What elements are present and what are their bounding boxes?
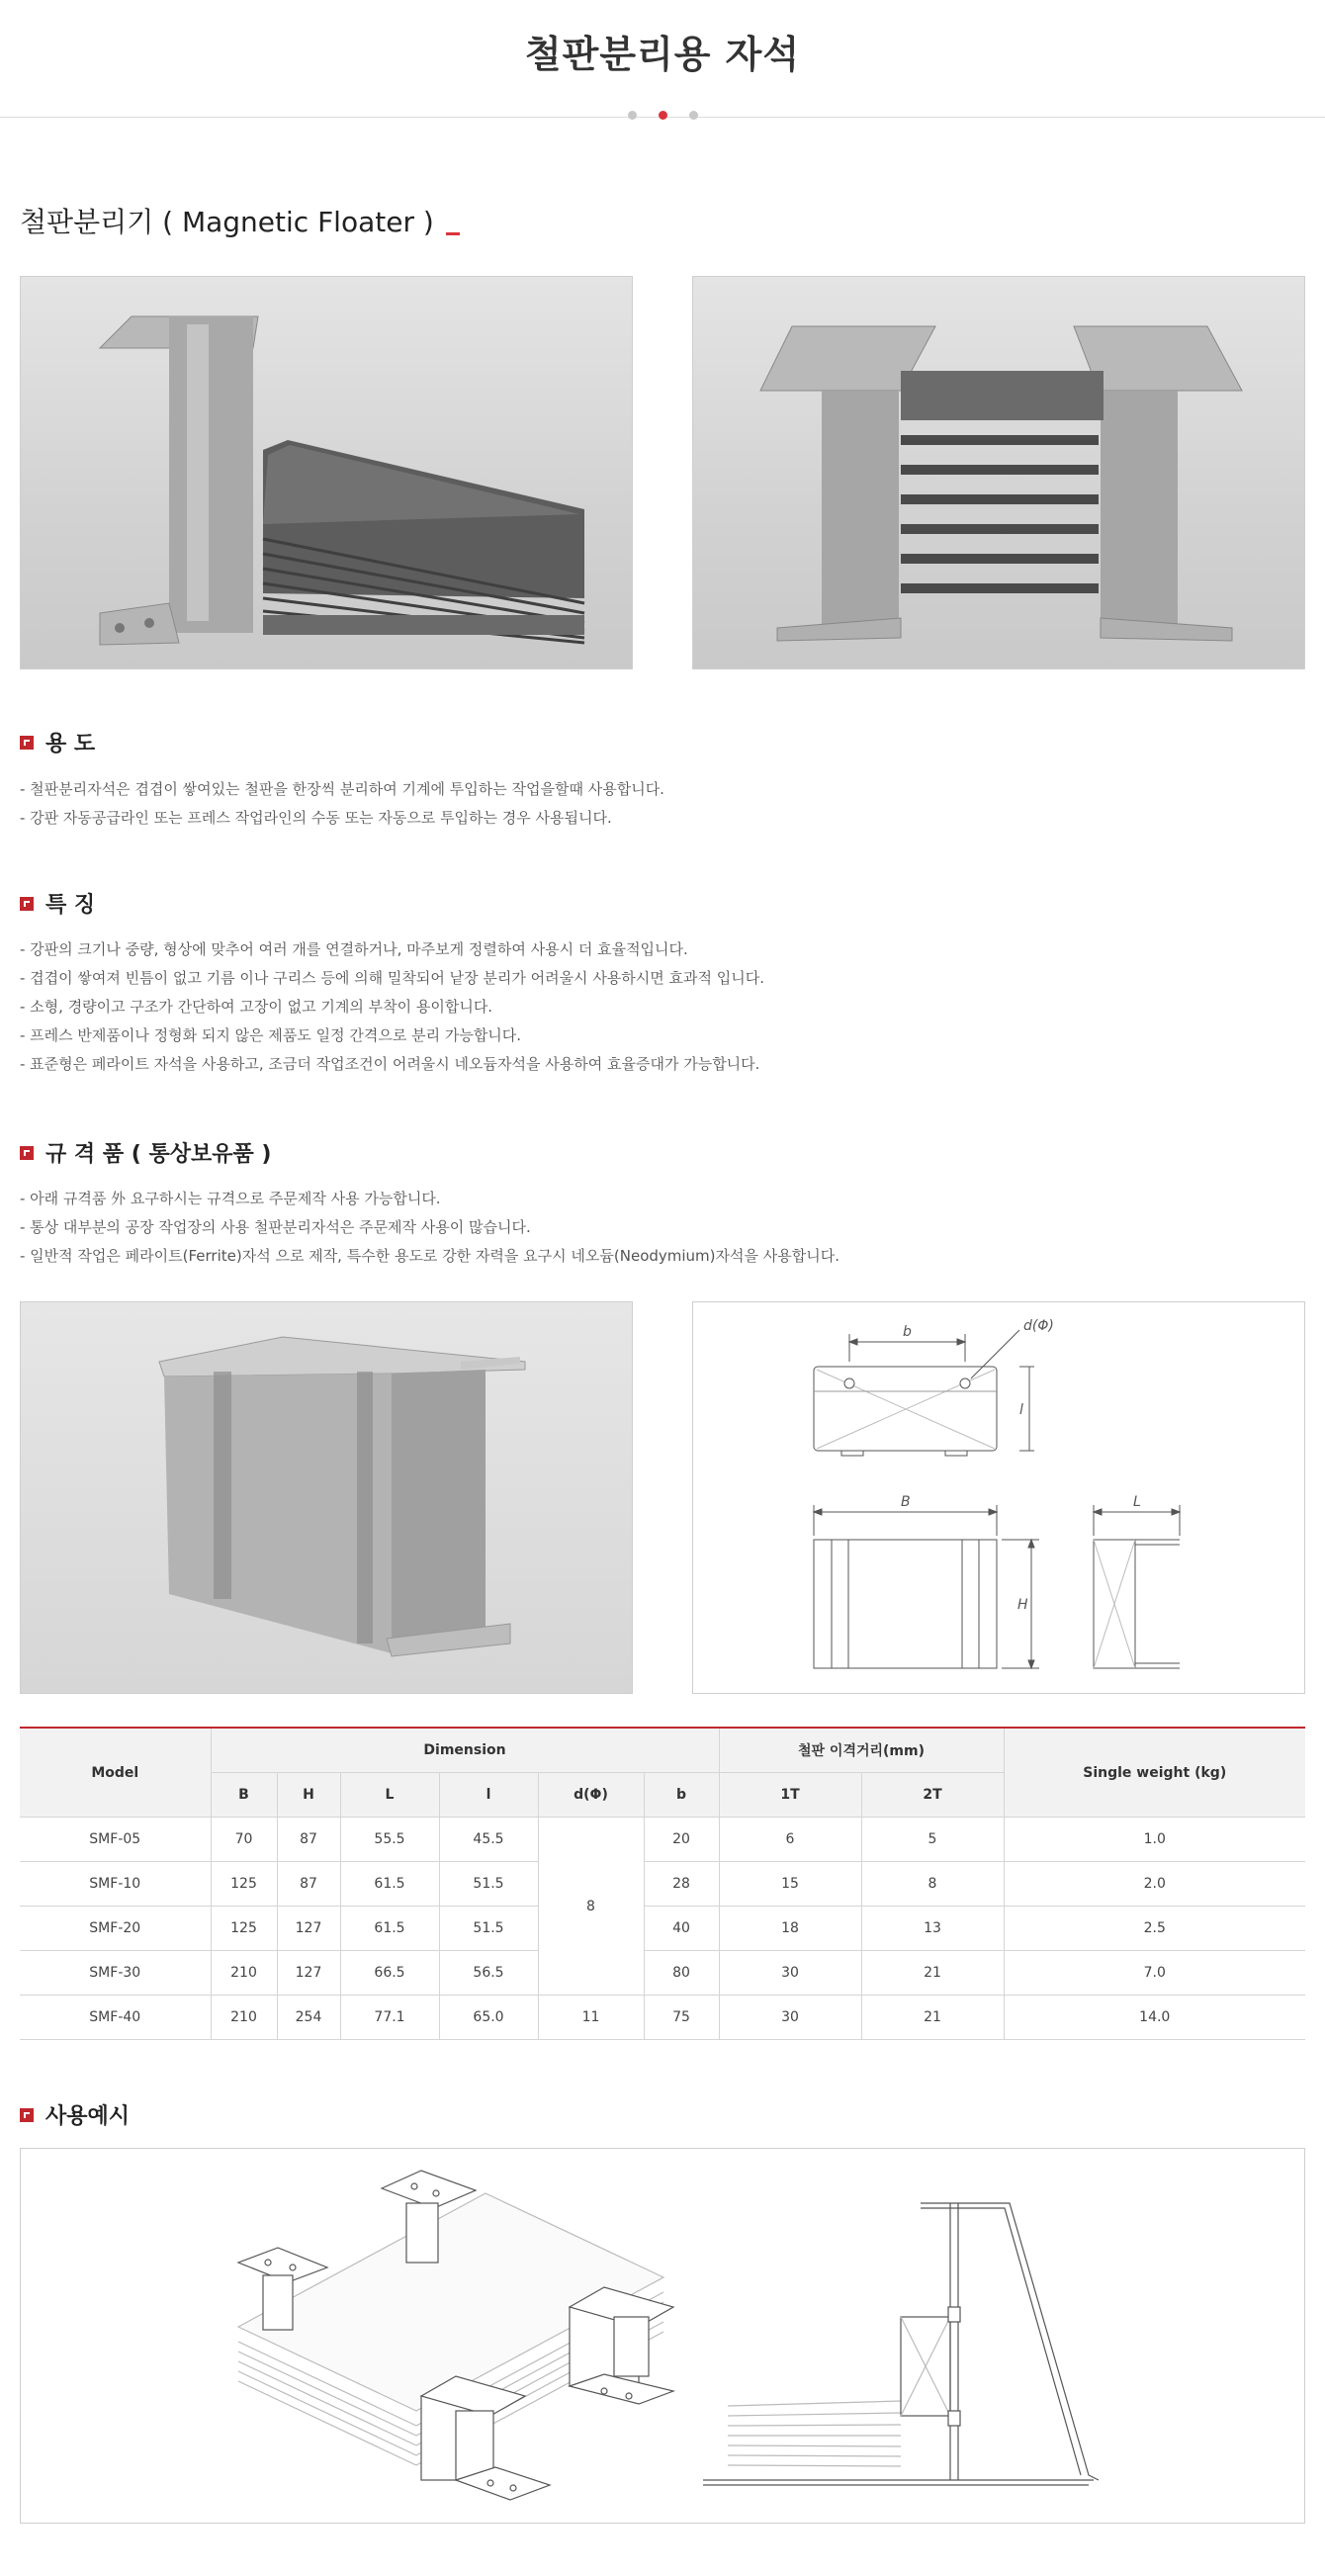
cell-weight: 7.0 (1004, 1951, 1305, 1996)
col-header-dimension: Dimension (211, 1728, 719, 1773)
col-header-gap: 철판 이격거리(mm) (719, 1728, 1004, 1773)
col-header-1t: 1T (719, 1773, 861, 1818)
col-header-l: l (439, 1773, 538, 1818)
product-title (20, 201, 460, 240)
cell-L: 61.5 (340, 1862, 439, 1907)
cell-2t: 21 (861, 1951, 1004, 1996)
title-accent-bar (446, 232, 460, 235)
usage-line: - 철판분리자석은 겹겹이 쌓여있는 철판을 한장씩 분리하여 기계에 투입하는 작업을할때 사용합니다. (20, 780, 664, 798)
cell-1t: 6 (719, 1818, 861, 1862)
standard-line: - 통상 대부분의 공장 작업장의 사용 철판분리자석은 주문제작 사용이 많습니다. (20, 1218, 531, 1236)
cell-2t: 21 (861, 1996, 1004, 2040)
table-row (20, 1951, 1305, 1996)
col-header-weight: Single weight (kg) (1004, 1728, 1305, 1818)
cell-L: 61.5 (340, 1907, 439, 1951)
col-header-b: b (644, 1773, 719, 1818)
cell-weight: 1.0 (1004, 1818, 1305, 1862)
features-list (20, 935, 764, 1079)
cell-H: 87 (277, 1818, 340, 1862)
product-photo-box (20, 1301, 633, 1694)
cell-model: SMF-05 (20, 1818, 211, 1862)
table-row (20, 1996, 1305, 2040)
cell-1t: 30 (719, 1951, 861, 1996)
col-header-2t: 2T (861, 1773, 1004, 1818)
cell-model: SMF-20 (20, 1907, 211, 1951)
section-bullet-icon (20, 736, 34, 750)
standard-list (20, 1185, 839, 1271)
cell-l: 65.0 (439, 1996, 538, 2040)
cell-b: 75 (644, 1996, 719, 2040)
features-heading: 특 징 (45, 893, 96, 918)
cell-H: 87 (277, 1862, 340, 1907)
cell-weight: 2.5 (1004, 1907, 1305, 1951)
cell-weight: 14.0 (1004, 1996, 1305, 2040)
cell-B: 125 (211, 1862, 277, 1907)
cell-b: 40 (644, 1907, 719, 1951)
slide-dot-2[interactable] (659, 111, 667, 120)
product-title-text: 철판분리기 ( Magnetic Floater ) (20, 206, 434, 238)
cell-B: 70 (211, 1818, 277, 1862)
cell-2t: 13 (861, 1907, 1004, 1951)
page-title: 철판분리용 자석 (524, 33, 801, 76)
table-row (20, 1862, 1305, 1907)
features-line: - 강판의 크기나 중량, 형상에 맞추어 여러 개를 연결하거나, 마주보게 정렬하여 사용시 더 효율적입니다. (20, 940, 688, 958)
standard-section-header (20, 1137, 271, 1168)
drawing-label-L: L (1133, 1494, 1141, 1510)
cell-model: SMF-30 (20, 1951, 211, 1996)
features-line: - 겹겹이 쌓여져 빈틈이 없고 기름 이나 구리스 등에 의해 밀착되어 낱장 분리가 어려울시 사용하시면 효과적 입니다. (20, 969, 765, 987)
slide-dots (0, 111, 1325, 120)
cell-model: SMF-40 (20, 1996, 211, 2040)
cell-1t: 15 (719, 1862, 861, 1907)
cell-B: 210 (211, 1951, 277, 1996)
cell-model: SMF-10 (20, 1862, 211, 1907)
col-header-model: Model (20, 1728, 211, 1818)
example-heading: 사용예시 (45, 2104, 131, 2129)
cell-2t: 8 (861, 1862, 1004, 1907)
cell-1t: 30 (719, 1996, 861, 2040)
section-bullet-icon (20, 1146, 34, 1160)
cell-L: 77.1 (340, 1996, 439, 2040)
cell-L: 66.5 (340, 1951, 439, 1996)
col-header-H: H (277, 1773, 340, 1818)
usage-section-header (20, 727, 95, 757)
standard-heading: 규 격 품 ( 통상보유품 ) (45, 1142, 272, 1167)
table-row (20, 1907, 1305, 1951)
usage-example-illustration (20, 2148, 1305, 2524)
features-line: - 표준형은 페라이트 자석을 사용하고, 조금더 작업조건이 어려울시 네오듐자석을 사용하여 효율증대가 가능합니다. (20, 1055, 760, 1073)
col-header-B: B (211, 1773, 277, 1818)
cell-l: 45.5 (439, 1818, 538, 1862)
cell-b: 28 (644, 1862, 719, 1907)
cell-B: 125 (211, 1907, 277, 1951)
section-bullet-icon (20, 2108, 34, 2122)
page-header (0, 0, 1325, 118)
table-row (20, 1818, 1305, 1862)
drawing-label-B: B (901, 1494, 911, 1510)
drawing-label-b: b (903, 1324, 912, 1340)
drawing-label-H: H (1017, 1597, 1028, 1613)
standard-line: - 아래 규격품 外 요구하시는 규격으로 주문제작 사용 가능합니다. (20, 1190, 441, 1207)
product-photo-side (20, 276, 633, 669)
cell-2t: 5 (861, 1818, 1004, 1862)
usage-line: - 강판 자동공급라인 또는 프레스 작업라인의 수동 또는 자동으로 투입하는 경우 사용됩니다. (20, 809, 612, 827)
section-bullet-icon (20, 897, 34, 911)
cell-b: 80 (644, 1951, 719, 1996)
spec-table (20, 1727, 1305, 2040)
cell-weight: 2.0 (1004, 1862, 1305, 1907)
drawing-label-l: l (1019, 1402, 1023, 1418)
usage-list (20, 775, 664, 833)
cell-H: 127 (277, 1907, 340, 1951)
drawing-label-d: d(Φ) (1023, 1318, 1054, 1334)
col-header-L: L (340, 1773, 439, 1818)
slide-dot-1[interactable] (628, 111, 637, 120)
cell-d-merged: 8 (538, 1818, 644, 1996)
cell-L: 55.5 (340, 1818, 439, 1862)
features-line: - 프레스 반제품이나 정형화 되지 않은 제품도 일정 간격으로 분리 가능합니다. (20, 1026, 522, 1044)
cell-l: 51.5 (439, 1907, 538, 1951)
cell-b: 20 (644, 1818, 719, 1862)
dimension-drawing (692, 1301, 1305, 1694)
product-photo-front (692, 276, 1305, 669)
standard-line: - 일반적 작업은 페라이트(Ferrite)자석 으로 제작, 특수한 용도로 강한 자력을 요구시 네오듐(Neodymium)자석을 사용합니다. (20, 1247, 839, 1265)
cell-H: 254 (277, 1996, 340, 2040)
cell-l: 51.5 (439, 1862, 538, 1907)
cell-l: 56.5 (439, 1951, 538, 1996)
cell-1t: 18 (719, 1907, 861, 1951)
cell-B: 210 (211, 1996, 277, 2040)
usage-heading: 용 도 (45, 732, 96, 756)
features-section-header (20, 888, 95, 919)
cell-H: 127 (277, 1951, 340, 1996)
example-section-header (20, 2099, 130, 2130)
cell-d: 11 (538, 1996, 644, 2040)
features-line: - 소형, 경량이고 구조가 간단하여 고장이 없고 기계의 부착이 용이합니다. (20, 998, 493, 1016)
slide-dot-3[interactable] (689, 111, 698, 120)
col-header-d: d(Φ) (538, 1773, 644, 1818)
